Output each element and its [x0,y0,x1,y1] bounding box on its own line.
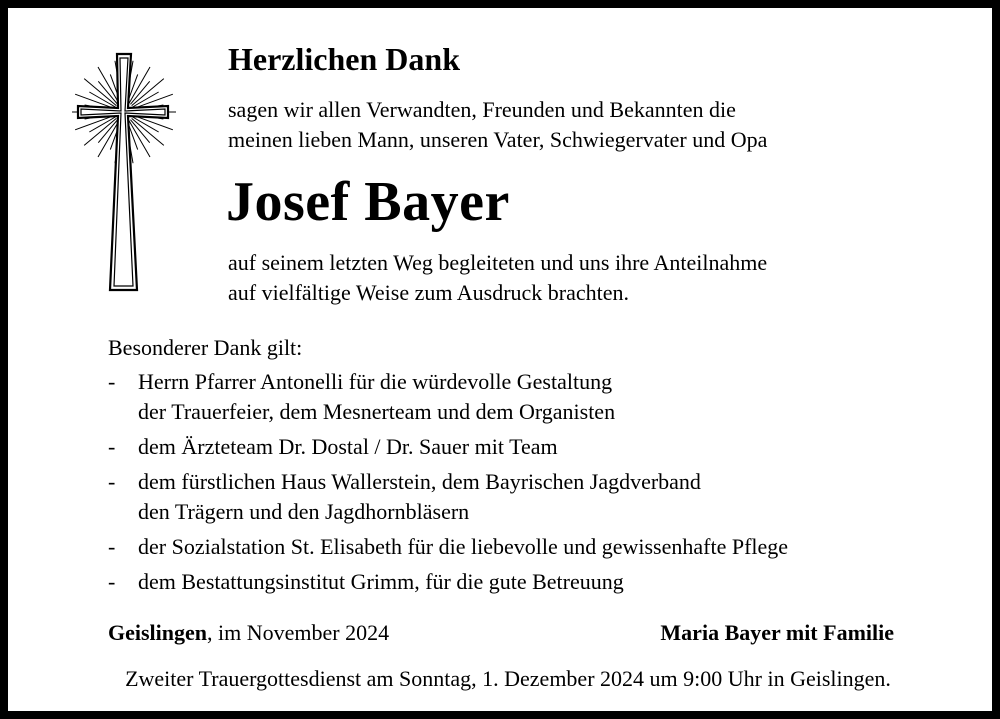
cross-ray [84,79,116,106]
place-date [108,618,389,648]
intro-text [228,95,767,155]
bullet-dash: - [108,434,116,459]
deceased-name: Josef Bayer [226,171,510,233]
list-item-line: der Trauerfeier, dem Mesnerteam und dem Organisten [138,399,616,424]
cross-ray [132,79,164,106]
signature: Maria Bayer mit Familie [660,620,894,645]
intro-line: sagen wir allen Verwandten, Freunden und Bekannten die [228,97,736,122]
list-item [108,467,788,527]
cross-ray [132,118,164,145]
heading: Herzlichen Dank [228,41,460,77]
bullet-dash: - [108,469,116,494]
list-item [108,567,788,597]
list-item-line: dem Bestattungsinstitut Grimm, für die gute Betreuung [138,569,624,594]
closing-line: auf seinem letzten Weg begleiteten und uns ihre Anteilnahme [228,250,768,275]
list-item-line: dem Ärzteteam Dr. Dostal / Dr. Sauer mit Team [138,434,558,459]
list-item [108,432,788,462]
radiant-cross-icon [70,46,178,296]
cross-ray [84,118,116,145]
special-thanks-label: Besonderer Dank gilt: [108,335,303,360]
date-text: , im November 2024 [207,620,390,645]
bullet-dash: - [108,534,116,559]
list-item [108,532,788,562]
list-item-line: der Sozialstation St. Elisabeth für die liebevolle und gewissenhafte Pflege [138,534,789,559]
list-item-line: Herrn Pfarrer Antonelli für die würdevolle Gestaltung [138,369,613,394]
list-item [108,367,788,427]
list-item-line: dem fürstlichen Haus Wallerstein, dem Bayrischen Jagdverband [138,469,701,494]
place-name: Geislingen [108,620,208,645]
list-item-line: den Trägern und den Jagdhornbläsern [138,499,470,524]
closing-line: auf vielfältige Weise zum Ausdruck brachten. [228,280,630,305]
service-notice: Zweiter Trauergottesdienst am Sonntag, 1. Dezember 2024 um 9:00 Uhr in Geislingen. [125,666,891,691]
intro-line: meinen lieben Mann, unseren Vater, Schwiegervater und Opa [228,127,768,152]
bullet-dash: - [108,369,116,394]
bullet-dash: - [108,569,116,594]
closing-text [228,248,767,308]
thanks-list [108,367,788,602]
